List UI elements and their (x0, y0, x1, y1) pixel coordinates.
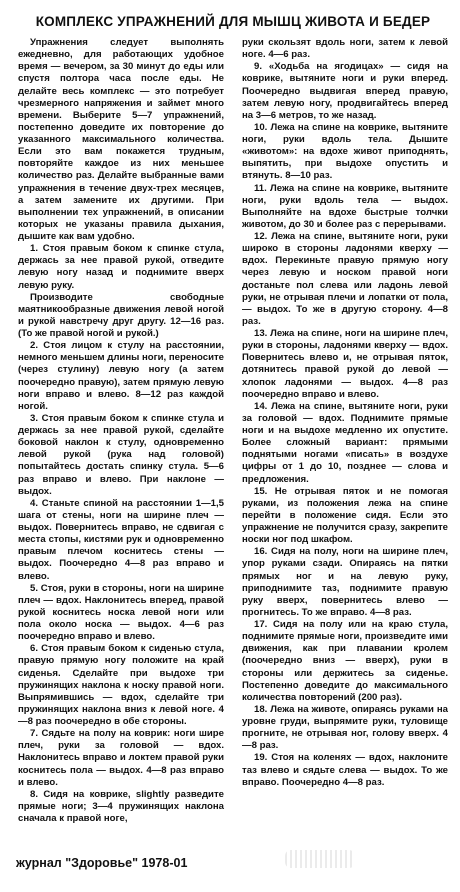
right-column-paragraph: 19. Стоя на коленях — вдох, наклоните таз влево и сядьте слева — выдох. То же вправо. Поочередно 4—8 раз. (242, 752, 448, 788)
right-column-paragraph: 14. Лежа на спине, вытяните ноги, руки за головой — вдох. Поднимите прямые ноги и на выдохе медленно их опустите. Более сложный вариант: прямыми поднятыми ногами «писать» в воздухе цифры от 1 до 10, позднее — слова и предложения. (242, 400, 448, 485)
right-column-paragraph: 9. «Ходьба на ягодицах» — сидя на коврике, вытяните ноги и руки вперед. Поочередно выдвигая вперед правую, затем левую ногу, продвигайтесь вперед на 3—6 метров, то же назад. (242, 61, 448, 121)
left-column-paragraph: 3. Стоя правым боком к спинке стула и держась за нее правой рукой, сделайте боковой наклон к стулу, одновременно левой рукой (рука над головой) попытайтесь достать спинку стула. 5—6 раз вправо и влево. При наклоне — выдох. (18, 412, 224, 497)
article-title: КОМПЛЕКС УПРАЖНЕНИЙ ДЛЯ МЫШЦ ЖИВОТА И БЕДЕР (35, 14, 431, 29)
faded-stamp (285, 850, 355, 868)
left-column-paragraph: Производите свободные маятникообразные движения левой ногой и рукой навстречу друг другу. 12—16 раз. (То же правой ногой и рукой.) (18, 291, 224, 339)
left-column-paragraph: 4. Станьте спиной на расстоянии 1—1,5 шага от стены, ноги на ширине плеч — выдох. Повернитесь вправо, не сдвигая с места стопы, кистями рук и одновременно правым плечом коснитесь стены — выдох. Поочередно 4—8 раз вправо и влево. (18, 497, 224, 582)
left-column-paragraph: 8. Сидя на коврике, slightly разведите прямые ноги; 3—4 пружинящих наклона сначала к правой ноге, (18, 788, 224, 824)
right-column-paragraph: 10. Лежа на спине на коврике, вытяните ноги, руки вдоль тела. Дышите «животом»: на вдохе живот приподнять, выпятить, при выдохе опустить и втянуть. 8—10 раз. (242, 121, 448, 182)
left-column-paragraph: 6. Стоя правым боком к сиденью стула, правую прямую ногу положите на край сиденья. Сделайте при выдохе три пружинящих наклона к носку правой ноги. Выпрямившись — вдох, сделайте три пружинящих наклона вниз к левой ноге. 4—8 раз поочередно в обе стороны. (18, 643, 224, 727)
left-column-paragraph: 7. Сядьте на полу на коврик: ноги шире плеч, руки за головой — вдох. Наклонитесь вправо и локтем правой руки коснитесь пола — выдох. 4—8 раз вправо и влево. (18, 728, 224, 788)
right-column-paragraph: 11. Лежа на спине на коврике, вытяните ноги, руки вдоль тела — выдох. Выполняйте на вдохе быстрые толчки животом, до 30 и более раз с перерывами. (242, 182, 448, 230)
left-column (18, 37, 224, 825)
right-column-paragraph: руки скользят вдоль ноги, затем к левой ноге. 4—6 раз. (242, 37, 448, 61)
right-column-paragraph: 12. Лежа на спине, вытяните ноги, руки широко в стороны ладонями кверху — вдох. Перекиньте правую прямую ногу через левую и носком правой ноги достаньте пол слева или ладонь левой руки, не отрывая плечи и лопатки от пола, — выдох. То же в другую сторону. 4—8 раз. (242, 231, 448, 327)
right-column-paragraph: 18. Лежа на животе, опираясь руками на уровне груди, выпрямите руки, туловище прогните, не отрывая ног, голову вверх. 4—8 раз. (242, 703, 448, 752)
right-column-paragraph: 16. Сидя на полу, ноги на ширине плеч, упор руками сзади. Опираясь на пятки прямых ног и на левую руку, приподнимите таз, поднимите правую руку вверх, повернитесь влево — прогнитесь. То же вправо. 4—8 раз. (242, 546, 448, 618)
left-column-paragraph: 2. Стоя лицом к стулу на расстоянии, немного меньшем длины ноги, переносите (через стулину) левую ногу (а затем поочередно правую), затем прямую левую ноги вправо и влево. 8—12 раз каждой ногой. (18, 340, 224, 412)
source-caption: журнал "Здоровье" 1978-01 (16, 856, 188, 870)
left-column-paragraph: 1. Стоя правым боком к спинке стула, держась за нее правой рукой, отведите левую ногу назад и поднимите вверх левую руку. (18, 243, 224, 291)
left-column-paragraph: 5. Стоя, руки в стороны, ноги на ширине плеч — вдох. Наклонитесь вперед, правой рукой коснитесь носка левой ноги или пола около носка — выдох. 4—6 раз поочередно вправо и влево. (18, 582, 224, 643)
right-column (242, 37, 448, 825)
right-column-paragraph: 17. Сидя на полу или на краю стула, поднимите прямые ноги, произведите ими движения, как при плавании кролем (поочередно вниз — вверх), руки в стороны или держитесь за сиденье. Постепенно доведите до максимального количества повторений (200 раз). (242, 619, 448, 703)
right-column-paragraph: 13. Лежа на спине, ноги на ширине плеч, руки в стороны, ладонями кверху — вдох. Повернитесь влево и, не отрывая пяток, дотянитесь правой рукой до левой — хлопок ладонями — выдох. 4—8 раз поочередно вправо и влево. (242, 328, 448, 400)
article-body (18, 37, 448, 825)
right-column-paragraph: 15. Не отрывая пяток и не помогая руками, из положения лежа на спине перейти в положение сидя. Если это упражнение не получится сразу, закрепите носки ног под шкафом. (242, 485, 448, 546)
left-column-paragraph: Упражнения следует выполнять ежедневно, для работающих удобное время — вечером, за 30 минут до еды или спустя полтора часа после еды. Не делайте весь комплекс — это потребует чрезмерного напряжения и займет много времени. Выберите 5—7 упражнений, постепенно доведите их повторение до указанного максимального количества. Если это вам покажется трудным, повторяйте каждое из них меньшее количество раз. Делайте выбранные вами упражнения в течение двух-трех месяцев, а затем замените их другими. При выполнении тех упражнений, в описании которых не указаны правила дыхания, дышите как вам удобно. (18, 37, 224, 242)
